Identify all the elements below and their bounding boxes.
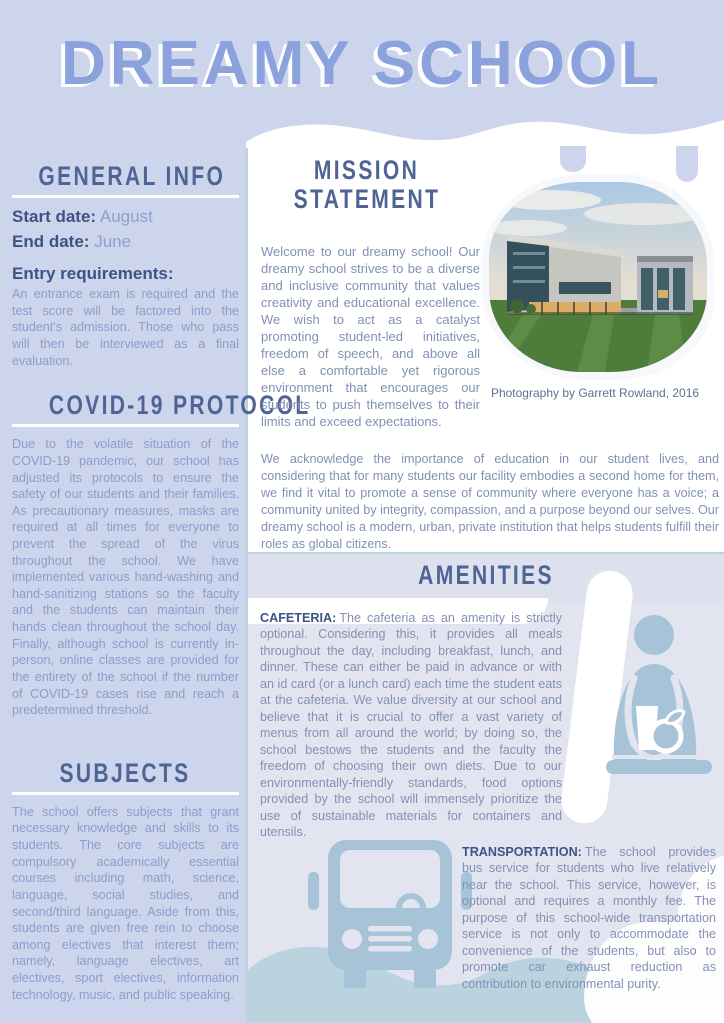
start-date-label: Start date: bbox=[12, 207, 97, 227]
covid-heading: COVID-19 PROTOCOL bbox=[48, 390, 311, 421]
photo-caption: Photography by Garrett Rowland, 2016 bbox=[490, 386, 700, 400]
amenities-heading: AMENITIES bbox=[418, 560, 554, 590]
heading-underline bbox=[12, 792, 239, 795]
start-date-row bbox=[12, 207, 239, 227]
bus-icon bbox=[300, 838, 480, 1010]
amenities-panel bbox=[246, 552, 724, 1023]
start-date-value: August bbox=[99, 207, 153, 227]
end-date-value: June bbox=[94, 232, 132, 252]
mission-statement-text: Welcome to our dreamy school! Our dreamy school strives to be a diverse and inclusive community that values creativity and educational excellence. We wish to act as a catalyst promoting student-led initiatives, freedom of speech, and above all else a comfortable yet rigorous environment that encourages our students to push themselves to their limits and exceed expectations. bbox=[261, 244, 480, 430]
community-text: We acknowledge the importance of education in our student lives, and considering that for many students our facility embodies a second home for them, we find it vital to promote a sense of community where everyone has a voice; a community united by integrity, compassion, and a purpose beyond our selves. Our dreamy school is a modern, urban, private institution that helps students fulfill their roles as global citizens. bbox=[261, 451, 719, 552]
wave-edge-decoration bbox=[246, 112, 724, 150]
drip-decoration bbox=[676, 146, 698, 182]
transportation-label: TRANSPORTATION: bbox=[462, 845, 582, 859]
general-info-heading: GENERAL INFO bbox=[38, 161, 226, 191]
heading-underline bbox=[12, 195, 239, 198]
cafeteria-label: CAFETERIA: bbox=[260, 611, 337, 625]
drip-decoration bbox=[560, 146, 586, 172]
subjects-heading: SUBJECTS bbox=[59, 757, 192, 788]
entry-requirements-label: Entry requirements: bbox=[12, 264, 174, 284]
person-eating-icon bbox=[600, 608, 718, 788]
poster-title: DREAMY SCHOOL bbox=[60, 29, 663, 98]
end-date-row bbox=[12, 232, 239, 252]
subjects-text: The school offers subjects that grant necessary knowledge and skills to its students. The core subjects are compulsory academically essential courses including math, science, language, social studies, and second/third language. Aside from this, students are given free rein to choose among electives that interest them; namely, language electives, art electives, sport electives, information technology, music, and public speaking. bbox=[12, 804, 239, 1002]
cafeteria-text: CAFETERIA: The cafeteria as an amenity is strictly optional. Considering this, it provides all meals throughout the day, including breakfast, lunch, and dinner. These can either be paid in advance or with an id card (or a lunch card) each time the student eats at the cafeteria. We value diversity at our school and believe that it is crucial to offer a vast variety of menus from all around the world; by doing so, the school bestows the students and the faculty the freedom of choosing their own diets. Due to our environmentally-friendly standards, food options provided by the school will immensely prioritize the use of sustainable materials for containers and utensils. bbox=[260, 611, 562, 840]
mission-statement-heading: MISSION STATEMENT bbox=[293, 155, 441, 215]
entry-requirements-text: An entrance exam is required and the test score will be factored into the student's admission. Those who pass will then be interviewed as a final evaluation. bbox=[12, 287, 239, 368]
end-date-label: End date: bbox=[12, 232, 90, 252]
school-building-photo bbox=[482, 174, 714, 380]
transportation-text: TRANSPORTATION: The school provides bus service for students who live relatively near the school. This service, however, is optional and requires a monthly fee. The purpose of this school-wide transportation service is not only to accommodate the convenience of the students, but also to promote car exhaust reduction as contribution to environmental purity. bbox=[462, 845, 716, 991]
heading-underline bbox=[12, 424, 239, 427]
covid-text: Due to the volatile situation of the COVID-19 pandemic, our school has adjusted its protocols to ensure the safety of our students and their families. As precautionary measures, masks are required at all times for everyone to prevent the spread of the virus throughout the school. We have implemented various hand-washing and hand-sanitizing stations so the faculty and the students can maintain their hands clean throughout the school day. Finally, although school is currently in-person, online classes are provided for the entirety of the school if the number of COVID-19 cases rise and reach a predetermined threshold. bbox=[12, 437, 239, 718]
school-photo-illustration bbox=[489, 182, 707, 372]
